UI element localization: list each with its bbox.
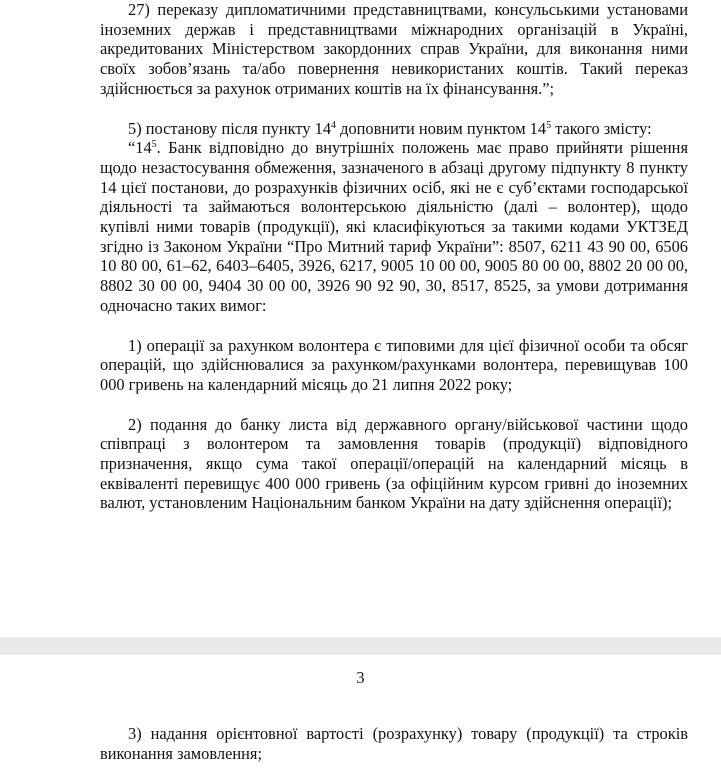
- item-5-middle: доповнити новим пунктом 14: [336, 118, 547, 138]
- page-1-text: [100, 0, 688, 513]
- point-14-5-body: . Банк відповідно до внутрішніх положень має право прийняти рішення щодо незастосування обмеження, зазначеного в абзаці другому підпункту 8 пункту 14 цієї постанови, до розрахунків фізичних осіб, які не є суб’єктами господарської діяльності та займаються волонтерською діяльністю (далі – волонтер), щодо купівлі ними товарів (продукції), які класифікуються за такими кодами УКТЗЕД згідно із Законом України “Про Митний тариф України”: 8507, 6211 43 90 00, 6506 10 80 00, 61–62, 6403–6405, 3926, 6217, 9005 10 00 00, 9005 80 00 00, 8802 20 00 00, 8802 30 00 00, 9404 30 00 00, 3926 90 92 90, 30, 8517, 8525, за умови дотримання одночасно таких вимог:: [100, 138, 688, 315]
- page-separator: [0, 637, 721, 655]
- condition-1-paragraph: 1) операції за рахунком волонтера є типовими для цієї фізичної особи та обсяг операцій, що здійснювалися за рахунком/рахунками волонтера, перевищував 100 000 гривень на календарний місяць до 21 липня 2022 року;: [100, 335, 688, 394]
- page-number: 3: [356, 668, 365, 687]
- item-5-sup-2: 5: [546, 119, 552, 131]
- point-14-5-paragraph: [100, 138, 688, 315]
- point-14-5-sup: 5: [151, 139, 157, 151]
- item-5-suffix: такого змісту:: [551, 118, 652, 138]
- condition-2-paragraph: 2) подання до банку листа від державного органу/військової частини щодо співпраці з волонтером та замовлення товарів (продукції) відповідного призначення, якщо сума такої операції/операцій на календарний місяць в еквіваленті перевищує 400 000 гривень (за офіційним курсом гривні до іноземних валют, установленим Національним банком України на дату здійснення операції);: [100, 414, 688, 513]
- page-2-text: [100, 724, 688, 763]
- condition-3-paragraph: 3) надання орієнтовної вартості (розрахунку) товару (продукції) та строків виконання замовлення;: [100, 724, 688, 763]
- item-27-paragraph: 27) переказу дипломатичними представництвами, консульськими установами іноземних держав і представництвами міжнародних організацій в Україні, акредитованих Міністерством закордонних справ України, для виконання ними своїх зобов’язань та/або повернення невикористаних коштів. Такий переказ здійснюється за рахунок отриманих коштів на їх фінансування.”;: [100, 0, 688, 98]
- point-14-5-prefix: “14: [128, 138, 152, 158]
- item-5-prefix: 5) постанову після пункту 14: [128, 118, 332, 138]
- item-5-sup-1: 4: [331, 119, 337, 131]
- item-5-paragraph: [100, 119, 688, 139]
